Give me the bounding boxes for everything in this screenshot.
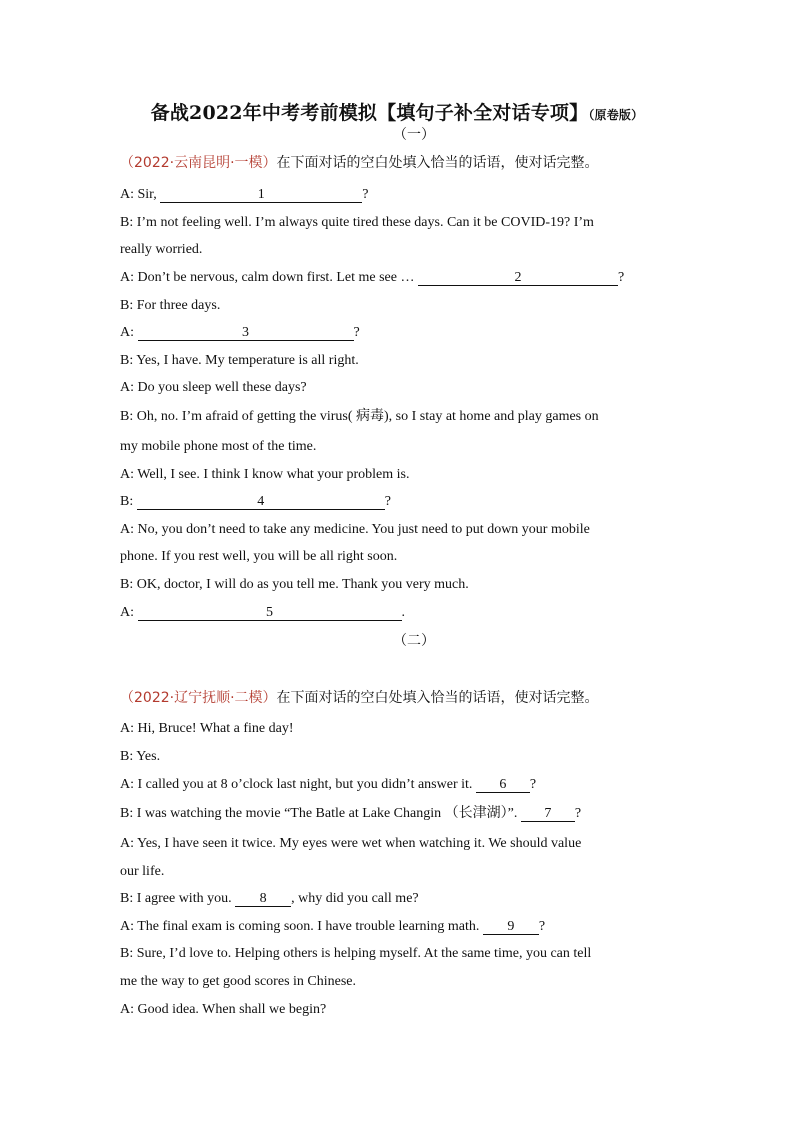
dialogue-line: really worried. bbox=[120, 242, 203, 257]
line-text: A: bbox=[120, 325, 138, 340]
line-text: A: I called you at 8 o’clock last night, but you didn’t answer it. bbox=[120, 777, 476, 792]
dialogue-line: B: Yes. bbox=[120, 749, 161, 764]
dialogue-line: A: Yes, I have seen it twice. My eyes were wet when watching it. We should value bbox=[120, 836, 582, 851]
title-suffix: （原卷版） bbox=[588, 108, 644, 122]
dialogue-line bbox=[120, 890, 680, 908]
dialogue-line: B: OK, doctor, I will do as you tell me. Thank you very much. bbox=[120, 577, 469, 592]
document-title bbox=[0, 98, 794, 125]
blank-7[interactable]: 7 bbox=[521, 806, 575, 822]
section-2-number: （二） bbox=[393, 634, 435, 649]
line-end: ? bbox=[384, 494, 391, 509]
dialogue-line bbox=[120, 269, 680, 287]
blank-1[interactable]: 1 bbox=[160, 187, 362, 203]
line-end: ? bbox=[617, 270, 625, 285]
dialogue-line: A: Hi, Bruce! What a fine day! bbox=[120, 721, 294, 736]
section-1-instruction: 在下面对话的空白处填入恰当的话语，使对话完整。 bbox=[276, 155, 599, 171]
dialogue-line bbox=[120, 324, 680, 342]
line-text: A: bbox=[120, 605, 138, 620]
dialogue-line: A: No, you don’t need to take any medicine. You just need to put down your mobile bbox=[120, 522, 590, 537]
dialogue-line bbox=[120, 493, 680, 511]
section-2-instruction: 在下面对话的空白处填入恰当的话语，使对话完整。 bbox=[276, 690, 599, 706]
dialogue-line bbox=[120, 918, 680, 936]
line-text: A: Sir, bbox=[120, 187, 161, 202]
line-end: ? bbox=[353, 325, 360, 340]
section-1-source: （2022·云南昆明·一模） bbox=[120, 155, 277, 171]
line-text: B: I agree with you. bbox=[120, 891, 236, 906]
dialogue-line bbox=[120, 776, 680, 794]
line-end: ? bbox=[574, 806, 582, 821]
line-text: B: I was watching the movie “The Batle at Lake Changin （长津湖）”. bbox=[120, 806, 521, 821]
blank-3[interactable]: 3 bbox=[138, 325, 354, 341]
dialogue-line: A: Do you sleep well these days? bbox=[120, 380, 307, 395]
blank-5[interactable]: 5 bbox=[138, 605, 402, 621]
dialogue-line: our life. bbox=[120, 864, 165, 879]
section-1-heading bbox=[120, 154, 680, 172]
dialogue-line: B: I’m not feeling well. I’m always quite tired these days. Can it be COVID-19? I’m bbox=[120, 215, 594, 230]
dialogue-line: B: Yes, I have. My temperature is all right. bbox=[120, 353, 359, 368]
dialogue-line: phone. If you rest well, you will be all right soon. bbox=[120, 549, 398, 564]
line-text: B: bbox=[120, 494, 137, 509]
section-2-source: （2022·辽宁抚顺·二模） bbox=[120, 690, 277, 706]
dialogue-line: my mobile phone most of the time. bbox=[120, 439, 317, 454]
dialogue-line bbox=[120, 805, 680, 823]
blank-8[interactable]: 8 bbox=[235, 891, 291, 907]
dialogue-line: B: Oh, no. I’m afraid of getting the virus( 病毒), so I stay at home and play games on bbox=[120, 409, 599, 424]
dialogue-line: B: For three days. bbox=[120, 298, 221, 313]
dialogue-line: B: Sure, I’d love to. Helping others is helping myself. At the same time, you can tell bbox=[120, 946, 592, 961]
line-end: ? bbox=[529, 777, 537, 792]
blank-4[interactable]: 4 bbox=[137, 494, 385, 510]
dialogue-line: A: Good idea. When shall we begin? bbox=[120, 1002, 327, 1017]
section-1-number: （一） bbox=[393, 128, 435, 143]
blank-2[interactable]: 2 bbox=[418, 270, 618, 286]
line-end: . bbox=[401, 605, 405, 620]
dialogue-line: me the way to get good scores in Chinese. bbox=[120, 974, 357, 989]
dialogue-line bbox=[120, 186, 680, 204]
dialogue-line bbox=[120, 604, 680, 622]
line-end: , why did you call me? bbox=[291, 891, 419, 906]
title-main: 备战2022年中考考前模拟【填句子补全对话专项】 bbox=[150, 102, 589, 124]
line-end: ? bbox=[362, 187, 369, 202]
line-text: A: Don’t be nervous, calm down first. Let me see … bbox=[120, 270, 418, 285]
blank-9[interactable]: 9 bbox=[483, 919, 539, 935]
line-text: A: The final exam is coming soon. I have trouble learning math. bbox=[120, 919, 483, 934]
line-end: ? bbox=[538, 919, 546, 934]
blank-6[interactable]: 6 bbox=[476, 777, 530, 793]
dialogue-line: A: Well, I see. I think I know what your problem is. bbox=[120, 467, 410, 482]
section-2-heading bbox=[120, 689, 680, 707]
